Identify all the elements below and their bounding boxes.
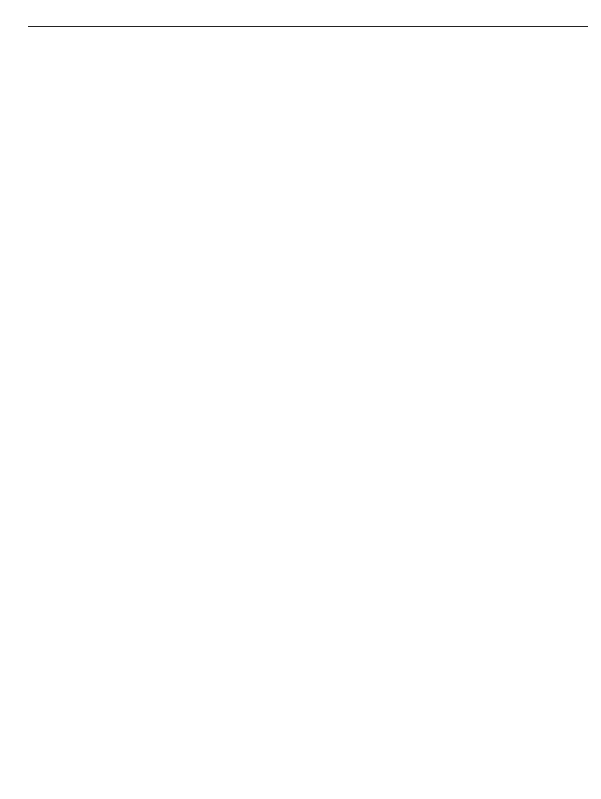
- top-rule: [28, 26, 588, 27]
